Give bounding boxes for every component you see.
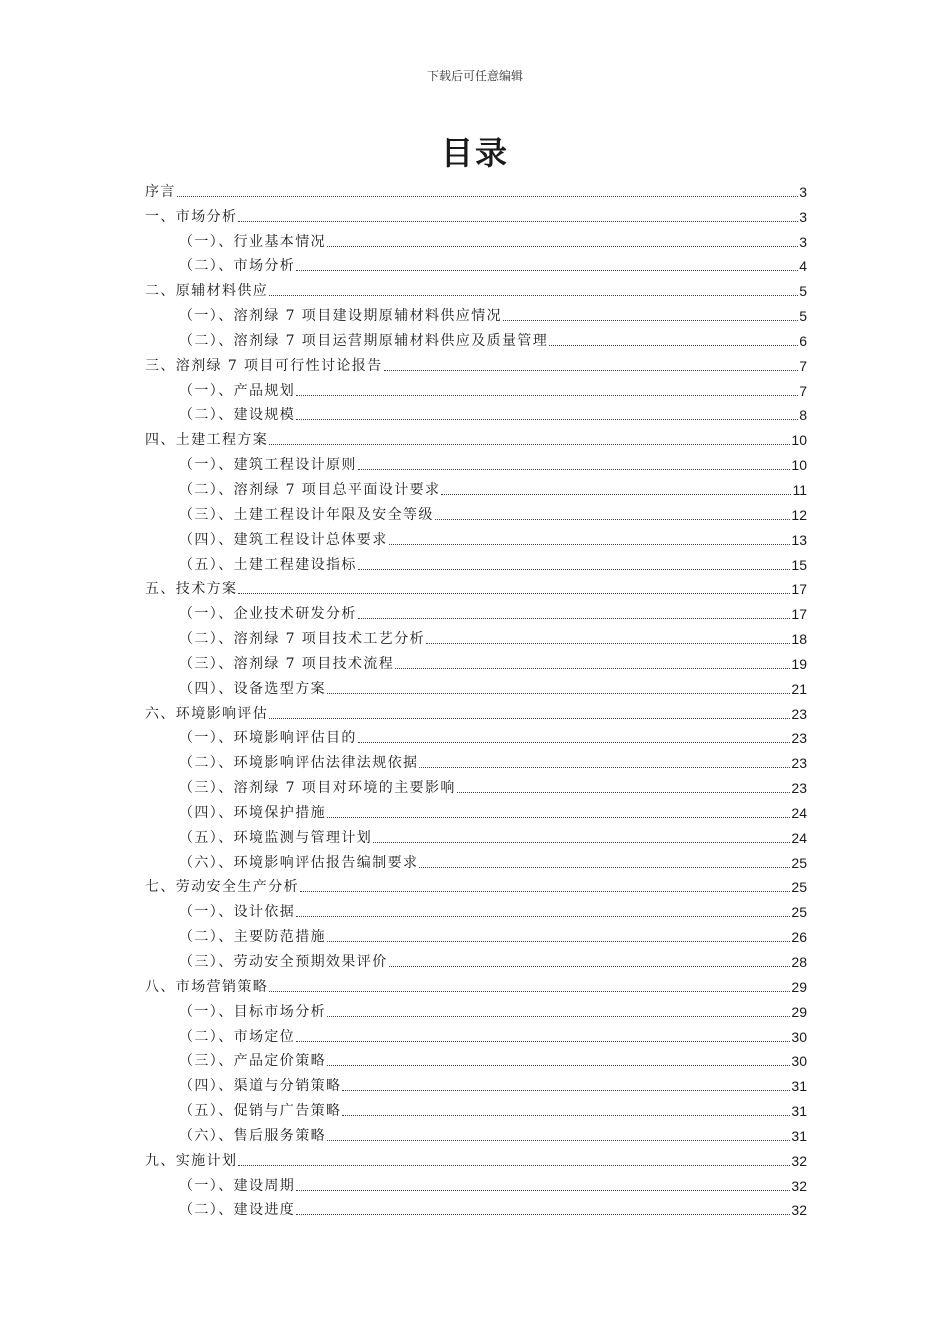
dot-leader [238,593,790,594]
toc-entry-page-number: 13 [791,531,807,548]
toc-entry-page-number: 7 [799,357,807,374]
dot-leader [296,419,798,420]
toc-entry-page-number: 4 [799,258,807,275]
toc-entry-label: （四）、渠道与分销策略 [179,1078,342,1095]
toc-entry-label: （一）、企业技术研发分析 [179,606,357,623]
dot-leader [358,569,791,570]
toc-entry-page-number: 18 [791,631,807,648]
toc-entry[interactable] [145,871,807,896]
toc-entry[interactable] [145,1119,807,1144]
toc-entry[interactable] [145,175,807,200]
toc-entry-page-number: 17 [791,606,807,623]
dot-leader [435,519,791,520]
toc-entry-label: 一、市场分析 [145,208,238,225]
dot-leader [358,469,791,470]
toc-entry[interactable] [145,1045,807,1070]
toc-entry-page-number: 23 [791,730,807,747]
toc-entry-label: （五）、促销与广告策略 [179,1103,342,1120]
toc-entry-label: 四、土建工程方案 [145,432,269,449]
toc-entry[interactable] [145,1069,807,1094]
toc-entry-page-number: 3 [799,208,807,225]
toc-entry-page-number: 7 [799,382,807,399]
toc-entry[interactable] [145,324,807,349]
toc-entry-page-number: 32 [791,1202,807,1219]
toc-entry[interactable] [145,1020,807,1045]
toc-entry[interactable] [145,274,807,299]
toc-entry-label: （一）、环境影响评估目的 [179,730,357,747]
dot-leader [296,270,798,271]
toc-entry-page-number: 23 [791,780,807,797]
dot-leader [238,221,798,222]
toc-entry-label: （四）、建筑工程设计总体要求 [179,531,388,548]
toc-entry-label: 三、溶剂绿 7 项目可行性讨论报告 [145,357,383,374]
toc-entry-label: 序言 [145,183,176,200]
toc-entry-label: （五）、土建工程建设指标 [179,556,357,573]
toc-entry-page-number: 31 [791,1127,807,1144]
toc-entry-page-number: 19 [791,655,807,672]
toc-entry-label: （一）、建设周期 [179,1177,296,1194]
toc-entry-page-number: 29 [791,978,807,995]
dot-leader [342,1090,790,1091]
toc-entry-page-number: 21 [791,680,807,697]
toc-entry[interactable] [145,945,807,970]
toc-entry-page-number: 25 [791,879,807,896]
toc-entry-label: （二）、溶剂绿 7 项目运营期原辅材料供应及质量管理 [179,332,549,349]
toc-entry[interactable] [145,622,807,647]
toc-entry-page-number: 11 [792,481,807,498]
toc-entry[interactable] [145,771,807,796]
toc-entry-page-number: 29 [791,1003,807,1020]
toc-entry-label: （三）、劳动安全预期效果评价 [179,954,388,970]
toc-entry[interactable] [145,200,807,225]
dot-leader [384,370,799,371]
dot-leader [327,1065,790,1066]
toc-entry[interactable] [145,597,807,622]
toc-entry-page-number: 31 [791,1103,807,1120]
toc-entry-page-number: 23 [791,755,807,772]
toc-entry-label: （四）、设备选型方案 [179,680,326,697]
toc-entry-page-number: 24 [791,804,807,821]
toc-entry[interactable] [145,746,807,771]
toc-entry[interactable] [145,920,807,945]
dot-leader [327,817,790,818]
dot-leader [269,718,790,719]
dot-leader [177,196,798,197]
toc-entry[interactable] [145,349,807,374]
toc-entry[interactable] [145,250,807,275]
page-title: 目录 [440,134,509,172]
toc-entry-label: （一）、溶剂绿 7 项目建设期原辅材料供应情况 [179,308,503,325]
dot-leader [358,742,791,743]
toc-entry[interactable] [145,995,807,1020]
toc-entry[interactable] [145,299,807,324]
toc-entry-page-number: 30 [791,1028,807,1045]
toc-entry-label: 二、原辅材料供应 [145,283,269,300]
toc-entry-page-number: 17 [791,581,807,598]
toc-entry-label: （二）、主要防范措施 [179,929,326,946]
toc-entry[interactable] [145,573,807,598]
table-of-contents [145,175,807,1218]
toc-entry-page-number: 32 [791,1152,807,1169]
dot-leader [342,1115,790,1116]
toc-entry[interactable] [145,423,807,448]
toc-entry-page-number: 25 [791,904,807,921]
toc-entry-label: （三）、产品定价策略 [179,1053,326,1070]
dot-leader [419,867,790,868]
toc-entry-label: 八、市场营销策略 [145,978,269,995]
dot-leader [395,668,790,669]
toc-entry[interactable] [145,697,807,722]
dot-leader [426,643,790,644]
toc-entry-label: 九、实施计划 [145,1152,238,1169]
toc-entry[interactable] [145,523,807,548]
dot-leader [389,966,791,967]
dot-leader [296,1041,790,1042]
dot-leader [327,1016,790,1017]
toc-entry[interactable] [145,970,807,995]
toc-entry-page-number: 3 [799,183,807,200]
toc-entry[interactable] [145,672,807,697]
dot-leader [296,1190,790,1191]
toc-entry-label: （一）、产品规划 [179,382,296,399]
dot-leader [296,916,790,917]
toc-entry-page-number: 10 [791,432,807,449]
header-note: 下载后可任意编辑 [426,69,523,83]
dot-leader [441,494,791,495]
toc-entry-page-number: 5 [799,308,807,325]
toc-entry-page-number: 10 [791,457,807,474]
toc-entry-label: 七、劳动安全生产分析 [145,879,299,896]
toc-entry-page-number: 26 [791,929,807,946]
toc-entry-label: （四）、环境保护措施 [179,804,326,821]
toc-entry-page-number: 25 [791,854,807,871]
toc-entry-page-number: 31 [791,1078,807,1095]
dot-leader [549,345,798,346]
toc-entry-label: （一）、建筑工程设计原则 [179,457,357,474]
toc-entry-label: （二）、溶剂绿 7 项目技术工艺分析 [179,631,426,648]
dot-leader [296,1214,790,1215]
toc-entry[interactable] [145,796,807,821]
toc-entry-page-number: 32 [791,1177,807,1194]
toc-entry-page-number: 6 [799,332,807,349]
toc-entry[interactable] [145,821,807,846]
toc-entry[interactable] [145,647,807,672]
toc-entry[interactable] [145,548,807,573]
toc-entry-label: （二）、建设规模 [179,407,296,424]
dot-leader [327,246,798,247]
toc-entry-label: （二）、市场分析 [179,258,296,275]
dot-leader [300,891,790,892]
toc-entry-label: （三）、溶剂绿 7 项目技术流程 [179,655,395,672]
toc-entry[interactable] [145,448,807,473]
toc-entry-label: （六）、环境影响评估报告编制要求 [179,854,419,871]
toc-entry[interactable] [145,846,807,871]
dot-leader [238,1165,790,1166]
dot-leader [457,792,791,793]
dot-leader [327,941,790,942]
toc-entry-label: （一）、目标市场分析 [179,1003,326,1020]
dot-leader [269,444,790,445]
toc-entry-page-number: 15 [791,556,807,573]
toc-entry[interactable] [145,1144,807,1169]
toc-entry-page-number: 5 [799,283,807,300]
toc-entry[interactable] [145,498,807,523]
toc-entry[interactable] [145,722,807,747]
dot-leader [503,320,798,321]
dot-leader [269,295,798,296]
toc-entry[interactable] [145,1169,807,1194]
toc-entry[interactable] [145,374,807,399]
dot-leader [389,544,791,545]
toc-entry[interactable] [145,1194,807,1219]
toc-entry-label: （三）、溶剂绿 7 项目对环境的主要影响 [179,780,456,797]
toc-entry-label: 五、技术方案 [145,581,238,598]
toc-entry-label: （三）、土建工程设计年限及安全等级 [179,506,434,523]
dot-leader [358,618,791,619]
toc-entry-label: （一）、行业基本情况 [179,233,326,250]
toc-entry[interactable] [145,399,807,424]
toc-entry[interactable] [145,225,807,250]
toc-entry-page-number: 24 [791,829,807,846]
toc-entry-label: （二）、溶剂绿 7 项目总平面设计要求 [179,481,441,498]
toc-entry[interactable] [145,473,807,498]
toc-entry-label: （二）、市场定位 [179,1028,296,1045]
toc-entry-page-number: 23 [791,705,807,722]
dot-leader [269,991,790,992]
toc-entry-label: （一）、设计依据 [179,904,296,921]
dot-leader [296,395,798,396]
toc-entry-page-number: 30 [791,1053,807,1070]
dot-leader [327,1140,790,1141]
dot-leader [373,842,790,843]
toc-entry-page-number: 12 [791,506,807,523]
toc-entry-page-number: 3 [799,233,807,250]
toc-entry-label: 六、环境影响评估 [145,705,269,722]
toc-entry-label: （二）、建设进度 [179,1202,296,1219]
toc-entry[interactable] [145,1094,807,1119]
dot-leader [327,693,790,694]
toc-entry-page-number: 8 [799,407,807,424]
toc-entry-label: （二）、环境影响评估法律法规依据 [179,755,419,772]
toc-entry-label: （六）、售后服务策略 [179,1127,326,1144]
toc-entry-page-number: 28 [791,954,807,970]
toc-entry[interactable] [145,895,807,920]
dot-leader [419,767,790,768]
toc-entry-label: （五）、环境监测与管理计划 [179,829,373,846]
